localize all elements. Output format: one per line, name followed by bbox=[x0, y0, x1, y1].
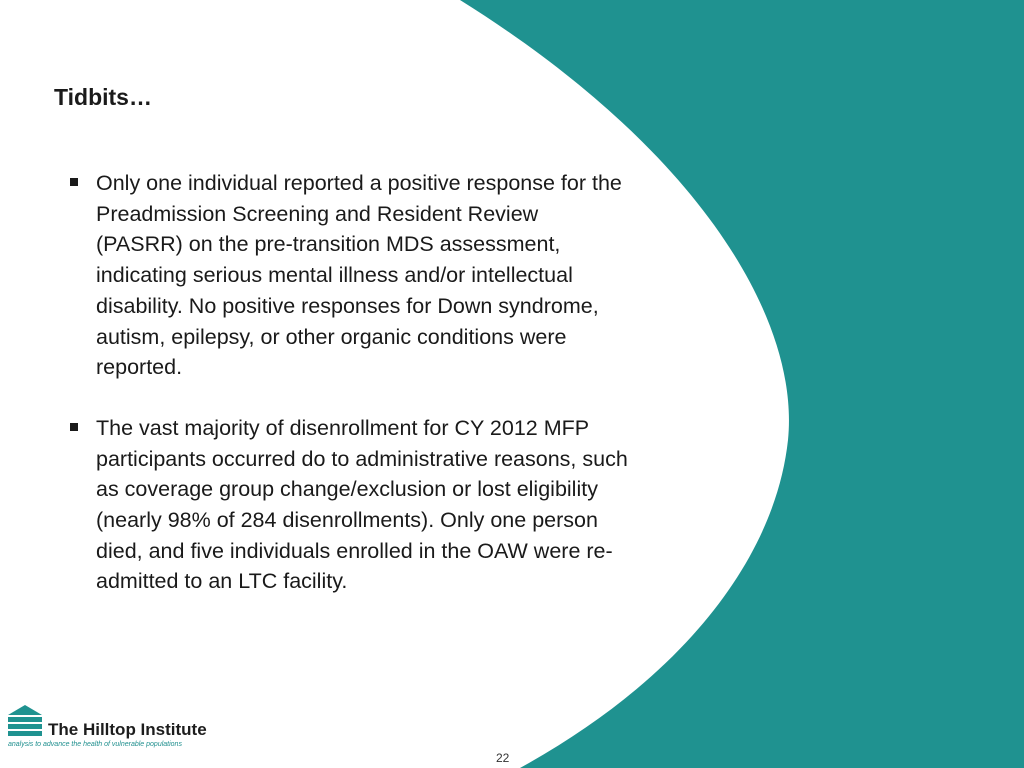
square-bullet-icon bbox=[70, 178, 78, 186]
logo-name: The Hilltop Institute bbox=[48, 720, 207, 739]
hilltop-mountain-icon bbox=[8, 703, 42, 737]
logo-tagline: analysis to advance the health of vulnerable populations bbox=[8, 741, 182, 748]
bullet-item bbox=[70, 413, 630, 597]
page-number: 22 bbox=[496, 751, 510, 765]
bullet-text: Only one individual reported a positive response for the Preadmission Screening and Resident Review (PASRR) on the pre-transition MDS assessment, indicating serious mental illness and/or intellectual disability. No positive responses for Down syndrome, autism, epilepsy, or other organic conditions were reported. bbox=[96, 171, 622, 380]
hilltop-logo bbox=[8, 703, 228, 753]
bullet-item bbox=[70, 168, 630, 383]
square-bullet-icon bbox=[70, 423, 78, 431]
slide-title: Tidbits… bbox=[54, 84, 152, 110]
bullet-list bbox=[70, 168, 630, 627]
bullet-text: The vast majority of disenrollment for CY 2012 MFP participants occurred do to administrative reasons, such as coverage group change/exclusion or lost eligibility (nearly 98% of 284 disenrollments). Only one person died, and five individuals enrolled in the OAW were re-admitted to an LTC facility. bbox=[96, 415, 628, 594]
